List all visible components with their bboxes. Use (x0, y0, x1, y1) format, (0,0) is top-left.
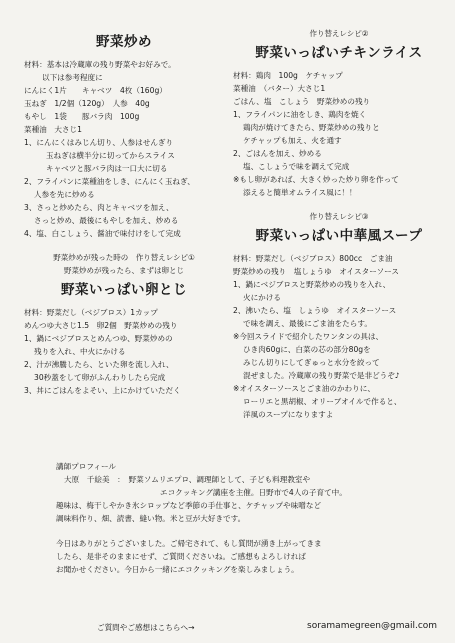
text-line: 玉ねぎ 1/2個（120g） 人参 40g (24, 99, 150, 108)
contact-email[interactable]: soramamegreen@gmail.com (307, 621, 438, 631)
profile-body (56, 473, 436, 525)
text-line: 材料：野菜だし（ベジブロス）800cc ごま油 (233, 254, 393, 263)
text-line: さっと炒め、最後にもやしを加え、炒める (34, 216, 179, 225)
text-line: 菜種油 （バター）大さじ1 (233, 84, 326, 93)
text-line: ひき肉60gに、白菜の芯の部分80gを (243, 345, 371, 354)
text-line: 鶏肉が焼けてきたら、野菜炒めの残りと (243, 123, 380, 132)
text-line: 趣味は、梅干しやかき氷シロップなど季節の手仕事と、ケチャップや味噌など (56, 501, 322, 510)
text-line: 大原 千絵美 ： 野菜ソムリエプロ、調理師として、子ども料理教室や (64, 475, 311, 484)
recipe-body-chicken-rice (233, 69, 445, 199)
text-line: 1、鍋にベジブロスとめんつゆ、野菜炒めの (24, 334, 173, 343)
recipe-note: 作り替えレシピ② (309, 29, 369, 38)
text-line: ※もし卵があれば、大きく炒った炒り卵を作って (233, 175, 399, 184)
recipe-body-stir-fry (24, 58, 224, 240)
recipe-title-soup: 野菜いっぱい中華風スープ (255, 228, 423, 244)
contact-label: ご質問やご感想はこちらへ→ (97, 623, 195, 632)
text-line: ローリエと黒胡椒、オリーブオイルで作ると、 (243, 397, 402, 406)
text-line: 1、鍋にベジブロスと野菜炒めの残りを入れ、 (233, 280, 391, 289)
left-column (24, 28, 224, 397)
text-line: したら、是非そのままにせず、ご質問くださいね。ご感想もよろしければ (56, 552, 306, 561)
recipe-body-soup (233, 252, 445, 421)
contact-row (97, 622, 437, 633)
profile-heading: 講師プロフィール (56, 462, 116, 471)
text-line: 玉ねぎは横半分に切ってからスライス (46, 151, 175, 160)
text-line: 火にかける (243, 293, 281, 302)
recipe-title-egg-toji: 野菜いっぱい卵とじ (61, 282, 187, 298)
text-line: にんにく1片 キャベツ 4枚（160g） (24, 86, 167, 95)
text-line: ごはん、塩 こしょう 野菜炒めの残り (233, 97, 371, 106)
text-line: めんつゆ大さじ1.5 卵2個 野菜炒めの残り (24, 321, 178, 330)
recipe-body-egg-toji (24, 306, 224, 397)
text-line: ケチャップも加え、火を通す (243, 136, 342, 145)
recipe-note: 野菜炒めが残った時の 作り替えレシピ① (53, 253, 195, 262)
text-line: 以下は参考程度に (42, 73, 103, 82)
text-line: もやし 1袋 豚バラ肉 100g (24, 112, 140, 121)
text-line: 4、塩、白こしょう、醤油で味付けをして完成 (24, 229, 181, 238)
recipe-title-stir-fry: 野菜炒め (96, 34, 152, 50)
text-line: ※今回スライドで紹介したワンタンの具は、 (233, 332, 384, 341)
text-line: 人参を先に炒める (34, 190, 95, 199)
text-line: 添えると簡単オムライス風に！！ (243, 188, 357, 197)
text-line: エコクッキング講座を主催。日野市で4人の子育て中。 (160, 488, 347, 497)
closing-message (56, 537, 436, 576)
text-line: 洋風のスープになりますよ (243, 410, 334, 419)
text-line: 2、沸いたら、塩 しょうゆ オイスターソース (233, 306, 397, 315)
text-line: 1、にんにくはみじん切り、人参はせんぎり (24, 138, 174, 147)
text-line: キャベツと豚バラ肉は一口大に切る (46, 164, 168, 173)
text-line: 材料：基本は冷蔵庫の残り野菜やお好みで。 (24, 60, 176, 69)
recipe-title-chicken-rice: 野菜いっぱいチキンライス (255, 45, 423, 61)
text-line: で味を調え、最後にごま油をたらす。 (243, 319, 372, 328)
text-line: 材料：鶏肉 100g ケチャップ (233, 71, 343, 80)
text-line: 塩、こしょうで味を調えて完成 (243, 162, 350, 171)
text-line: 材料：野菜だし（ベジブロス）1カップ (24, 308, 158, 317)
recipe-note: 野菜炒めが残ったら、まずは卵とじ (64, 266, 184, 275)
right-column (233, 28, 445, 421)
text-line: お聞かせください。今日から一緒にエコクッキングを楽しみましょう。 (56, 565, 299, 574)
text-line: 1、フライパンに油をしき、鶏肉を焼く (233, 110, 367, 119)
text-line: 3、さっと炒めたら、肉とキャベツを加え、 (24, 203, 174, 212)
text-line: ※オイスターソースとごま油のかわりに、 (233, 384, 375, 393)
text-line: 混ぜました。冷蔵庫の残り野菜で是非どうぞ♪ (243, 371, 400, 380)
text-line: 残りを入れ、中火にかける (34, 347, 126, 356)
text-line: 2、ごはんを加え、炒める (233, 149, 322, 158)
text-line: 2、フライパンに菜種油をしき、にんにく玉ねぎ、 (24, 177, 195, 186)
recipe-note: 作り替えレシピ③ (309, 212, 369, 221)
text-line: 調味料作り、畑、読書、縫い物。米と豆が大好きです。 (56, 514, 246, 523)
text-line: 30秒蓋をして卵がふんわりしたら完成 (34, 373, 166, 382)
text-line: 3、丼にごはんをよそい、上にかけていただく (24, 386, 181, 395)
text-line: 2、汁が沸騰したら、といた卵を流し入れ、 (24, 360, 174, 369)
text-line: 今日はありがとうございました。ご帰宅されて、もし質問が湧き上がってきま (56, 539, 322, 548)
profile-section (56, 460, 436, 576)
text-line: 菜種油 大さじ1 (24, 125, 82, 134)
text-line: みじん切りにしてぎゅっと水分を絞って (243, 358, 380, 367)
text-line: 野菜炒めの残り 塩しょうゆ オイスターソース (233, 267, 399, 276)
